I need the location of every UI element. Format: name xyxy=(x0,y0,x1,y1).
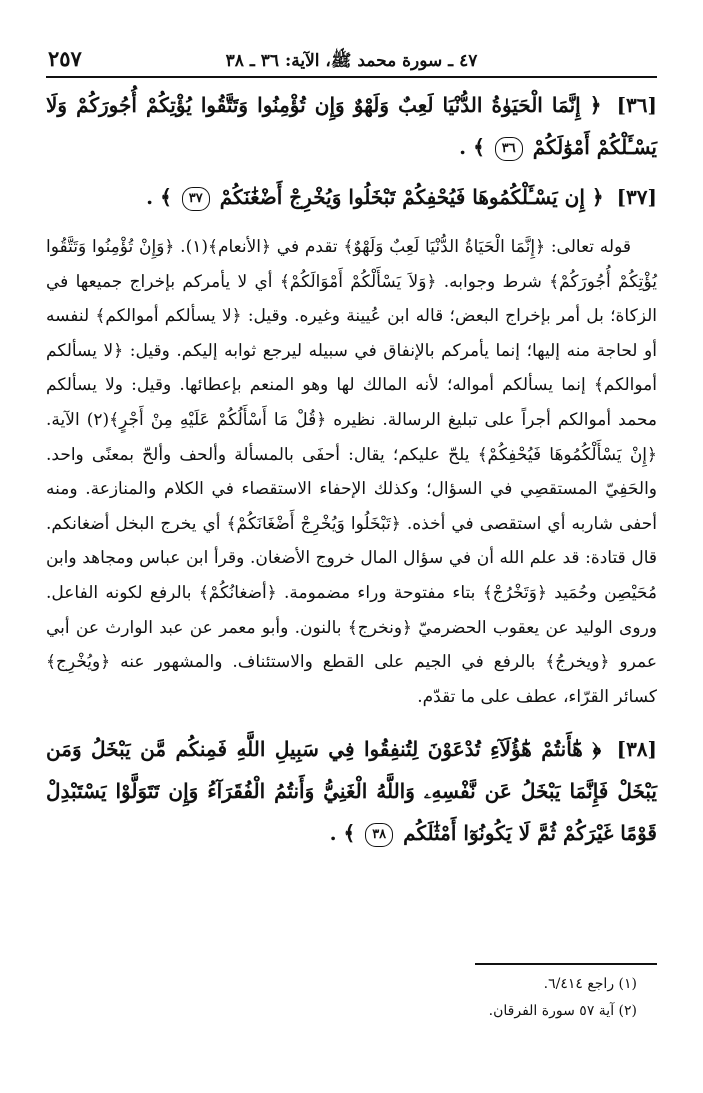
verse-38 xyxy=(46,728,657,854)
ayah-marker: ٣٦ xyxy=(495,137,523,161)
page-header xyxy=(46,42,657,78)
verse-end: ﴾ . xyxy=(459,135,485,159)
verse-text: ﴿ إِنَّمَا الْحَيَوٰةُ الدُّنْيَا لَعِبٌ وَلَهْوٌ وَإِن تُؤْمِنُوا وَتَتَّقُوا يُؤْتِكُمْ أُجُورَكُمْ وَلَا يَسْـَٔلْكُمْ أَمْوَٰلَكُمْ xyxy=(46,93,657,159)
verse-number: [٣٦] xyxy=(616,93,657,117)
verse-37 xyxy=(46,176,657,218)
footnote-divider xyxy=(475,963,657,965)
commentary xyxy=(46,230,657,714)
page-number: ٢٥٧ xyxy=(48,46,82,71)
verse-text: ﴿ إِن يَسْـَٔلْكُمُوهَا فَيُحْفِكُمْ تَبْخَلُوا وَيُخْرِجْ أَضْغَٰنَكُمْ xyxy=(219,185,604,209)
running-title: ٤٧ ـ سورة محمد ﷺ، الآية: ٣٦ ـ ٣٨ xyxy=(225,51,478,71)
verse-number: [٣٨] xyxy=(616,737,658,762)
verse-end: ﴾ . xyxy=(329,821,356,846)
verse-text: ﴿ هَٰٓأَنتُمْ هَٰٓؤُلَآءِ تُدْعَوْنَ لِتُنفِقُوا فِي سَبِيلِ اللَّهِ فَمِنكُم مَّن يَبْخَلُ وَمَن يَبْخَلْ فَإِنَّمَا يَبْخَلُ عَن نَّفْسِهِۦ وَاللَّهُ الْغَنِيُّ وَأَنتُمُ الْفُقَرَآءُ وَإِن تَتَوَلَّوْا يَسْتَبْدِلْ قَوْمًا غَيْرَكُمْ ثُمَّ لَا يَكُونُوٓا أَمْثَٰلَكُم xyxy=(46,737,657,846)
ayah-marker: ٣٧ xyxy=(182,187,210,211)
footnote-1: (١) راجع ٦/٤١٤. xyxy=(543,976,637,992)
verse-end: ﴾ . xyxy=(146,185,172,209)
verse-36 xyxy=(46,84,657,168)
footnote-2: (٢) آية ٥٧ سورة الفرقان. xyxy=(488,1003,637,1019)
verse-number: [٣٧] xyxy=(616,185,657,209)
footnotes xyxy=(46,963,657,1025)
commentary-paragraph: قوله تعالى: ﴿إِنَّمَا الْحَيَاةُ الدُّنْيَا لَعِبٌ وَلَهْوٌ﴾ تقدم في ﴿الأنعام﴾(١). ﴿وَإِنْ تُؤْمِنُوا وَتَتَّقُوا يُؤْتِكُمْ أُجُورَكُمْ﴾ شرط وجوابه. ﴿وَلاَ يَسْأَلْكُمْ أَمْوَالَكُمْ﴾ أي لا يأمركم بإخراج جميعها في الزكاة؛ بل أمر بإخراج البعض؛ قاله ابن عُيينة وغيره. وقيل: ﴿لا يسألكم أموالكم﴾ لنفسه أو لحاجة منه إليها؛ إنما يأمركم بالإنفاق في سبيله ليرجع ثوابه إليكم. وقيل: ﴿لا يسألكم أموالكم﴾ إنما يسألكم أمواله؛ لأنه المالك لها وهو المنعم بإعطائها. وقيل: ولا يسألكم محمد أموالكم أجراً على تبليغ الرسالة. نظيره ﴿قُلْ مَا أَسْأَلُكُمْ عَلَيْهِ مِنْ أَجْرٍ﴾(٢) الآية. ﴿إِنْ يَسْأَلْكُمُوهَا فَيُحْفِكُمْ﴾ يلحّ عليكم؛ يقال: أحفَى بالمسألة وألحف وألحّ بمعنًى واحد. والحَفِيّ المستقصِي في السؤال؛ وكذلك الإحفاء الاستقصاء في الكلام والمنازعة. ومنه أحفى شاربه أي استقصى في أخذه. ﴿تَبْخَلُوا وَيُخْرِجْ أَضْغَانَكُمْ﴾ أي يخرج البخل أضغانكم. قال قتادة: قد علم الله أن في سؤال المال خروج الأضغان. وقرأ ابن عباس ومجاهد وابن مُحَيْصِن وحُمَيد ﴿وَتَخْرُجْ﴾ بتاء مفتوحة وراء مضمومة. ﴿أضغانُكُمْ﴾ بالرفع لكونه الفاعل. وروى الوليد عن يعقوب الحضرميّ ﴿ونخرج﴾ بالنون. وأبو معمر عن عبد الوارث عن أبي عمرو ﴿ويخرجُ﴾ بالرفع في الجيم على القطع والاستئناف. والمشهور عنه ﴿ويُخْرِج﴾ كسائر القرّاء، عطف على ما تقدّم. xyxy=(46,237,657,707)
ayah-marker: ٣٨ xyxy=(365,823,393,847)
